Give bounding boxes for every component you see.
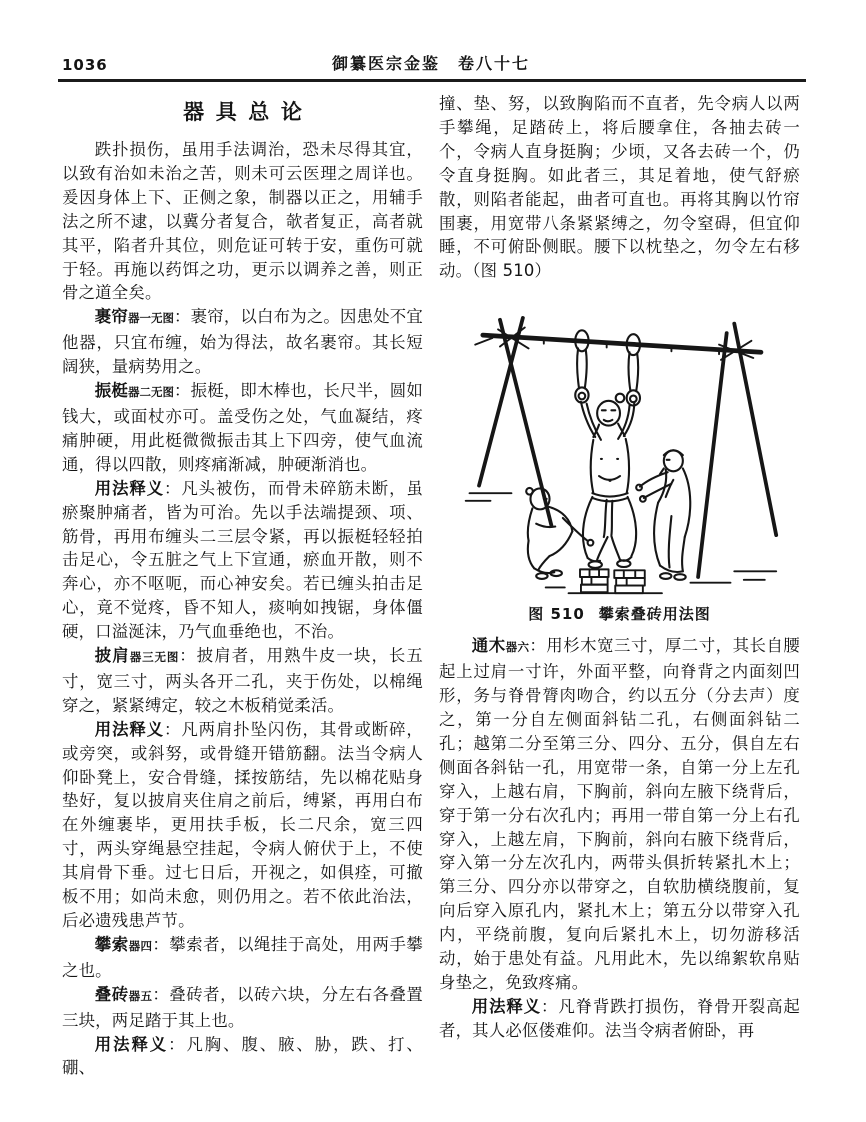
body-text: ：凡两肩扑坠闪伤，其骨或断碎，或旁突，或斜努，或骨缝开错筋翻。法当令病人仰卧凳上，安合骨缝，揉按筋结，先以棉花贴身垫好，复以披肩夹住肩之前后，缚紧，再用白布在外缠裹毕，更用扶手板，长二尺余，宽三四寸，两头穿绳悬空挂起，令病人俯伏于上，不使其肩骨下垂。过七日后，开视之，如俱痊，可撤板不用；如尚未愈，则仍用之。若不依此治法，后必遗残患芦节。	[62, 719, 423, 930]
right-column-paragraphs-bottom	[439, 634, 800, 1042]
term-keyword: 叠砖	[94, 984, 129, 1004]
left-column-paragraphs	[62, 138, 423, 1080]
inline-annotation: 器二无图	[128, 385, 175, 400]
body-text: 撞、垫、努，以致胸陷而不直者，先令病人以两手攀绳，足踏砖上，将后腰拿住，各抽去砖一个，令病人直身挺胸；少顷，又各去砖一个，仍令直身挺胸。如此者三，其足着地，使气舒瘀散，则陷者能起，曲者可直也。再将其胸以竹帘围裹，用宽带八条紧紧缚之，勿令窒碍，但宜仰睡，不可俯卧侧眠。腰下以枕垫之，勿令左右移动。（图 510）	[439, 94, 800, 281]
figure-caption-title: 攀索叠砖用法图	[598, 605, 711, 624]
figure-caption	[444, 603, 796, 624]
body-text: ：振梃，即木棒也，长尺半，圆如钱大，或面杖亦可。盖受伤之处，气血凝结，疼痛肿硬，用此梃微微振击其上下四旁，使气血流通，得以四散，则疼痛渐减，肿硬渐消也。	[62, 381, 423, 474]
paragraph	[439, 92, 800, 283]
term-keyword: 用法释义	[94, 719, 165, 739]
page-number: 1036	[62, 56, 108, 74]
term-keyword: 裹帘	[94, 307, 128, 327]
figure-caption-label: 图 510	[528, 605, 585, 624]
body-text: ：攀索者，以绳挂于高处，用两手攀之也。	[62, 934, 424, 980]
paragraph	[62, 1033, 423, 1081]
body-text: ：凡头被伤，而骨未碎筋未断，虽瘀聚肿痛者，皆为可治。先以手法端提颈、项、筋骨，再用布缠头二三层令紧，再以振梃轻轻拍击足心，令五脏之气上下宣通，瘀血开散，则不奔心，亦不呕呃，而心神安矣。若已缠头拍击足心，竟不觉疼，昏不知人，痰响如拽锯，身体僵硬，口溢涎沫，乃气血垂绝也，不治。	[62, 478, 423, 642]
term-keyword: 振梃	[94, 381, 128, 401]
body-text: ：凡脊背跌打损伤，脊骨开裂高起者，其人必伛偻难仰。法当令病者俯卧，再	[439, 996, 800, 1040]
paragraph	[62, 379, 423, 477]
paragraph	[62, 305, 423, 379]
running-title: 御纂医宗金鉴 卷八十七	[331, 54, 530, 73]
inline-annotation: 器一无图	[128, 311, 175, 326]
body-text: ：裹帘，以白布为之。因患处不宜他器，只宜布缠，始为得法，故名裹帘。其长短阔狭，量病势用之。	[62, 307, 423, 377]
paragraph	[62, 983, 423, 1033]
paragraph	[439, 995, 800, 1043]
paragraph	[62, 644, 423, 718]
paragraph	[62, 477, 423, 644]
term-keyword: 通木	[471, 636, 506, 656]
paragraph	[439, 634, 800, 995]
body-text: 跌扑损伤，虽用手法调治，恐未尽得其宜，以致有治如未治之苦，则未可云医理之周详也。爰因身体上下、正侧之象，制器以正之，用辅手法之所不逮，以冀分者复合，欹者复正，高者就其平，陷者升其位，则危证可转于安，重伤可就于轻。再施以药饵之功，更示以调养之善，则正骨之道全矣。	[62, 140, 423, 303]
term-keyword: 披肩	[94, 646, 130, 666]
left-column	[62, 92, 423, 1080]
inline-annotation: 器三无图	[129, 650, 180, 665]
paragraph	[62, 138, 423, 305]
figure-510	[444, 297, 796, 624]
inline-annotation: 器五	[128, 988, 153, 1003]
inline-annotation: 器四	[128, 938, 153, 953]
section-title: 器具总论	[183, 100, 314, 124]
body-text: ：凡胸、腹、腋、胁，跌、打、硼、	[62, 1034, 423, 1078]
right-column-paragraphs-top	[439, 92, 800, 283]
term-keyword: 用法释义	[94, 1034, 169, 1054]
page-header	[0, 0, 866, 74]
term-keyword: 用法释义	[94, 478, 165, 498]
two-column-body	[0, 82, 866, 1080]
paragraph	[62, 718, 423, 933]
body-text: ：用杉木宽三寸，厚二寸，其长自腰起上过肩一寸许，外面平整，向脊背之内面刻凹形，务与脊骨膂肉吻合，约以五分（分去声）度之，第一分自左侧面斜钻二孔，右侧面斜钻二孔；越第二分至第三分、四分、五分，俱自左右侧面各斜钻一孔，用宽带一条，自第一分上左孔穿入，上越右肩，下胸前，斜向左腋下绕背后，穿于第一分右次孔内；再用一带自第一分上右孔穿入，上越左肩，下胸前，斜向右腋下绕背后，穿入第一分左次孔内，两带头俱折转紧扎木上；第三分、四分亦以带穿之，自软肋横绕腹前，复向后穿入原孔内，紧扎木上；第五分以带穿入孔内，平绕前腹，复向后紧扎木上，切勿游移活动，始于患处有益。凡用此木，先以绵絮软帛贴身垫之，免致疼痛。	[439, 636, 801, 992]
term-keyword: 攀索	[94, 934, 129, 954]
paragraph	[62, 933, 423, 983]
figure-illustration	[448, 297, 792, 597]
right-column	[439, 92, 800, 1080]
inline-annotation: 器六	[505, 640, 530, 655]
term-keyword: 用法释义	[471, 996, 542, 1016]
body-text: ：叠砖者，以砖六块，分左右各叠置三块，两足踏于其上也。	[62, 984, 424, 1030]
body-text: ：披肩者，用熟牛皮一块，长五寸，宽三寸，两头各开二孔，夹于伤处，以棉绳穿之，紧紧缚定，较之木板稍觉柔活。	[62, 646, 423, 715]
